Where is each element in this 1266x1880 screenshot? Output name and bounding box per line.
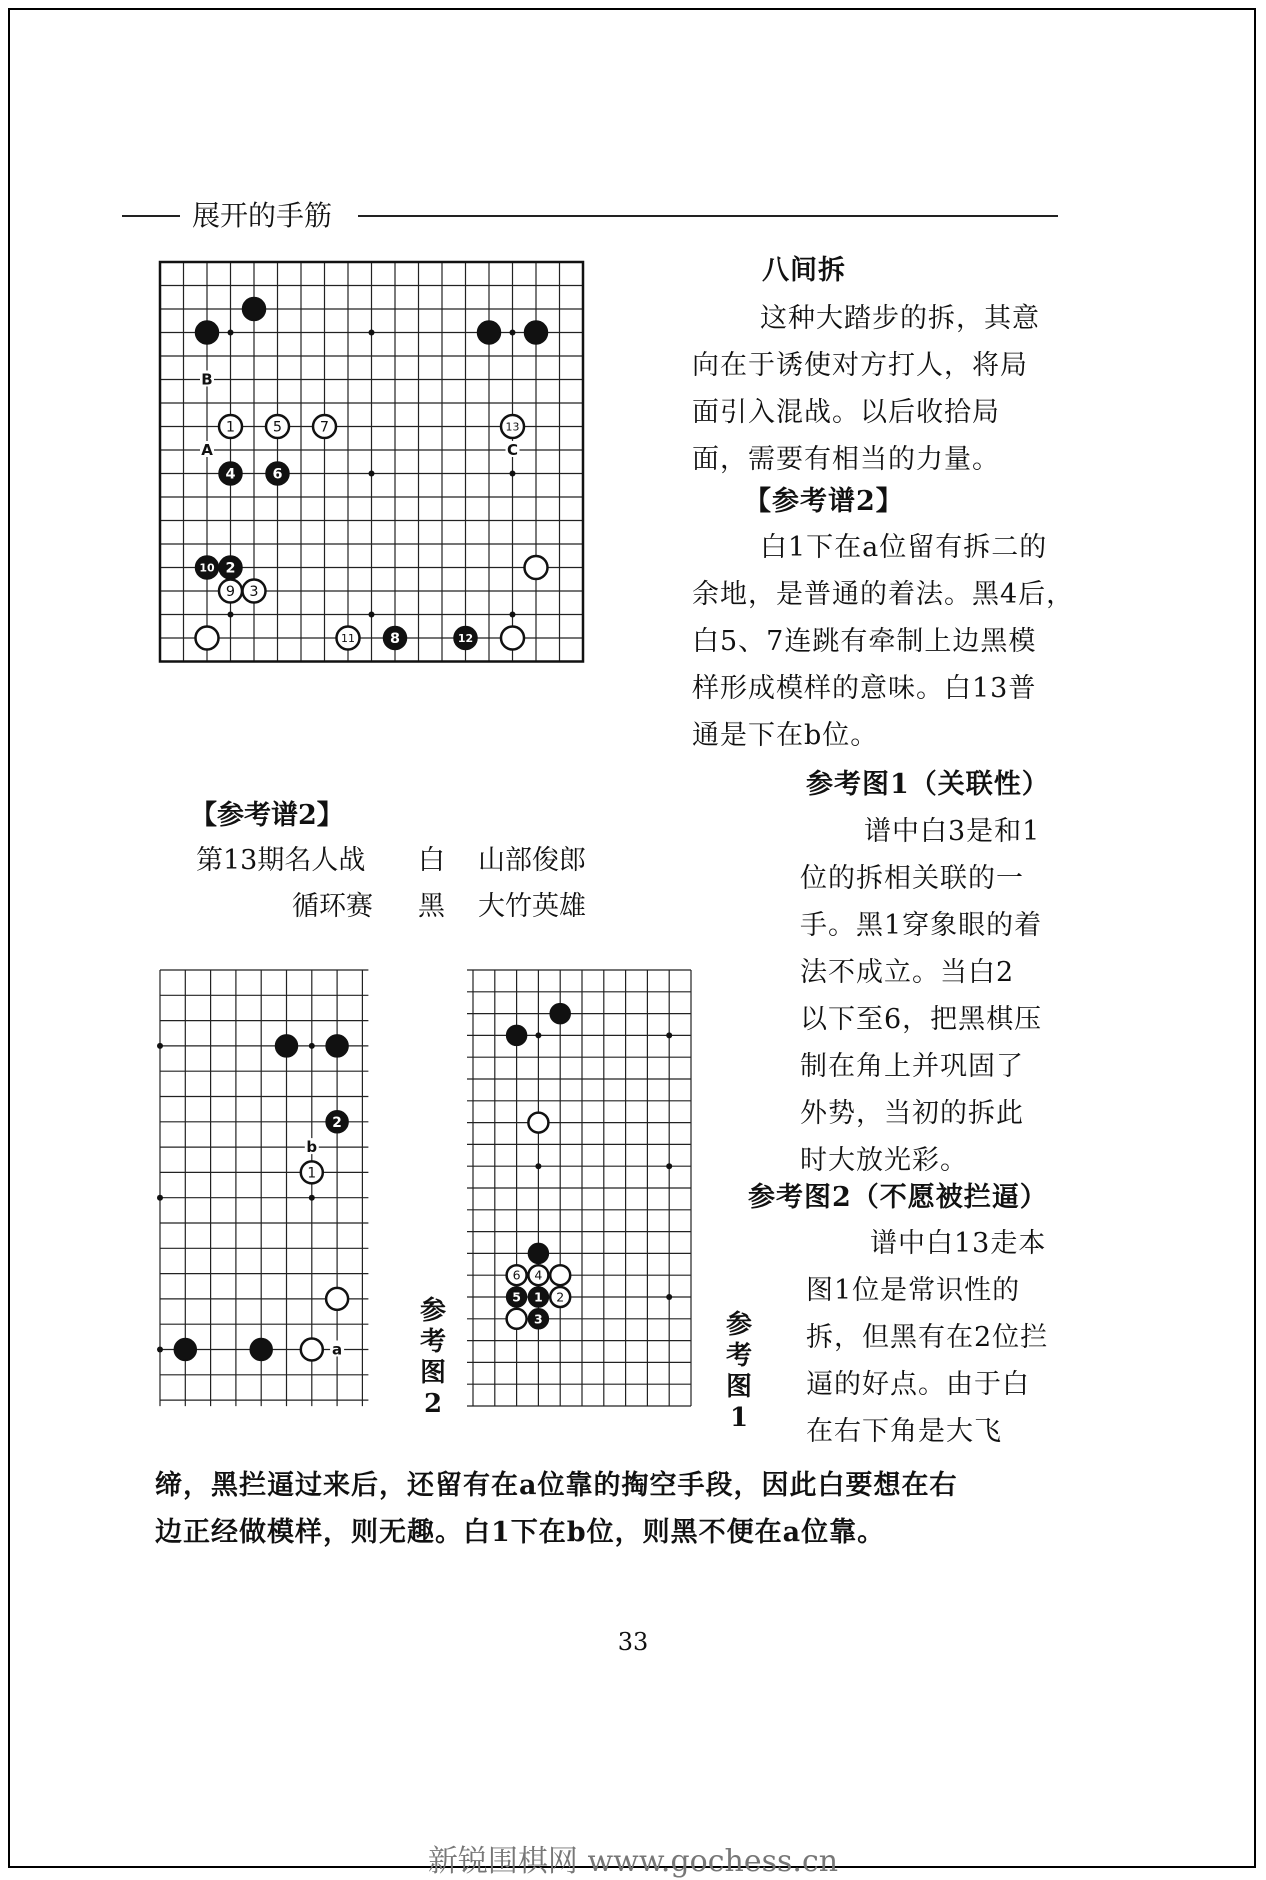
text-line: 谱中白13走本 [870,1228,1047,1259]
move-number: 1 [534,1289,543,1305]
ref-figure-2-text [806,1220,1066,1455]
ref-figure-2-title: 参考图2（不愿被拦逼） [748,1182,1048,1213]
black-stone [528,1243,548,1263]
text-line: 白5、7连跳有牵制上边黑模 [692,626,1037,657]
black-stone [326,1111,348,1133]
star-point [666,1032,672,1038]
watermark: 新锐围棋网 www.gochess.cn [427,1844,839,1879]
star-point [157,1195,163,1201]
star-point [369,471,375,477]
black-stone [326,1035,348,1057]
white-stone [525,556,548,579]
white-stone [550,1287,570,1307]
move-number: 10 [199,561,215,575]
black-stone [384,627,407,650]
section-title: 八间拆 [762,255,846,286]
white-stone [266,415,289,438]
black-stone [219,462,242,485]
white-stone [550,1265,570,1285]
game-info-title: 【参考谱2】 [190,800,344,831]
white-stone [528,1265,548,1285]
star-point [369,612,375,618]
text-line: 在右下角是大飞 [806,1416,1002,1447]
star-point [666,1294,672,1300]
white-stone [501,415,524,438]
star-point [510,612,516,618]
section-paragraph-2 [692,524,1082,759]
text-line: 拆，但黑有在2位拦 [806,1322,1049,1353]
white-stone [313,415,336,438]
move-number: 6 [272,466,283,483]
text-line: 面，需要有相当的力量。 [692,444,1000,475]
grid-lines [467,970,691,1406]
black-stone [174,1339,196,1361]
star-point [369,330,375,336]
move-number: 5 [512,1289,521,1305]
move-number: 2 [332,1114,342,1131]
text-line: 位的拆相关联的一 [800,863,1024,894]
black-stone [266,462,289,485]
point-label: B [201,370,213,389]
text-line: 余地，是普通的着法。黑4后， [692,579,1075,610]
text-line: 法不成立。当白2 [800,957,1015,988]
black-stone [478,321,501,344]
black-stone [276,1035,298,1057]
black-stone [243,298,266,321]
text-line: 图1位是常识性的 [806,1275,1021,1306]
star-point [510,330,516,336]
point-label: A [201,441,213,459]
white-stone [337,627,360,650]
move-number: 1 [307,1165,317,1182]
ref-figure-1-text [800,808,1070,1184]
black-stone [507,1025,527,1045]
move-number: 2 [225,560,236,577]
ref-diagram-2-board [155,965,405,1430]
header-rule-left [122,215,180,217]
black-stone [550,1004,570,1024]
star-point [157,1043,163,1049]
text-line: 向在于诱使对方打人，将局 [692,350,1028,381]
star-point [157,1347,163,1353]
black-stone [454,627,477,650]
white-stone [326,1288,348,1310]
ref-diagram-1-board [468,965,723,1430]
move-number: 9 [225,584,236,601]
white-stone [196,627,219,650]
page-number: 33 [617,1628,649,1656]
game-color-black: 黑 [418,891,445,922]
white-stone [219,415,242,438]
header-title: 展开的手筋 [192,199,333,232]
black-stone [528,1309,548,1329]
text-line: 通是下在b位。 [692,720,879,751]
black-stone [528,1287,548,1307]
bottom-paragraph [155,1462,1075,1556]
move-number: 3 [534,1311,543,1327]
point-label: b [306,1138,318,1157]
move-number: 1 [225,419,236,436]
white-stone [528,1113,548,1133]
black-stone [507,1287,527,1307]
move-number: 8 [390,631,400,648]
move-number: 5 [272,419,283,436]
point-label: a [332,1340,343,1359]
star-point [309,1195,315,1201]
text-line: 制在角上并巩固了 [800,1051,1024,1082]
text-line: 缔，黑拦逼过来后，还留有在a位靠的掏空手段，因此白要想在右 [155,1470,958,1501]
white-stone [219,580,242,603]
ref-figure-1-title: 参考图1（关联性） [806,769,1050,800]
move-number: 2 [556,1289,565,1305]
white-stone [507,1309,527,1329]
white-stone [301,1339,323,1361]
main-go-board [155,257,670,762]
ref-score-title: 【参考谱2】 [744,486,904,517]
text-line: 边正经做模样，则无趣。白1下在b位，则黑不便在a位靠。 [155,1517,886,1548]
game-event-2: 循环赛 [292,891,373,922]
text-line: 逼的好点。由于白 [806,1369,1030,1400]
game-color-white: 白 [418,845,445,876]
move-number: 4 [534,1267,543,1283]
move-number: 13 [505,420,520,434]
star-point [510,471,516,477]
section-paragraph-1 [692,295,1082,483]
move-number: 4 [225,466,236,483]
text-line: 以下至6，把黑棋压 [800,1004,1043,1035]
move-number: 3 [249,584,259,601]
star-point [228,330,234,336]
point-label: C [506,441,519,459]
black-stone [250,1339,272,1361]
game-player-white: 山部俊郎 [478,845,586,876]
game-event-1: 第13期名人战 [196,845,366,876]
move-number: 7 [319,419,330,436]
text-line: 样形成模样的意味。白13普 [692,673,1037,704]
black-stone [196,556,219,579]
star-point [228,612,234,618]
text-line: 这种大踏步的拆，其意 [760,303,1040,334]
game-player-black: 大竹英雄 [478,891,586,922]
text-line: 外势，当初的拆此 [800,1098,1024,1129]
text-line: 谱中白3是和1 [864,816,1041,847]
black-stone [525,321,548,344]
text-line: 面引入混战。以后收拾局 [692,397,1000,428]
running-header [122,196,1058,236]
diagram-label-ref-1: 参 考 图 1 [725,1310,752,1433]
move-number: 6 [512,1267,521,1283]
header-rule-right [358,215,1058,217]
diagram-label-ref-2: 参 考 图 2 [419,1296,446,1419]
black-stone [219,556,242,579]
white-stone [243,580,266,603]
star-point [309,1043,315,1049]
white-stone [301,1161,323,1183]
text-line: 时大放光彩。 [800,1145,968,1176]
text-line: 白1下在a位留有拆二的 [760,532,1048,563]
star-point [666,1163,672,1169]
white-stone [501,627,524,650]
text-line: 手。黑1穿象眼的着 [800,910,1043,941]
star-point [535,1163,541,1169]
star-point [535,1032,541,1038]
move-number: 12 [457,631,474,645]
black-stone [196,321,219,344]
white-stone [507,1265,527,1285]
move-number: 11 [341,631,355,645]
